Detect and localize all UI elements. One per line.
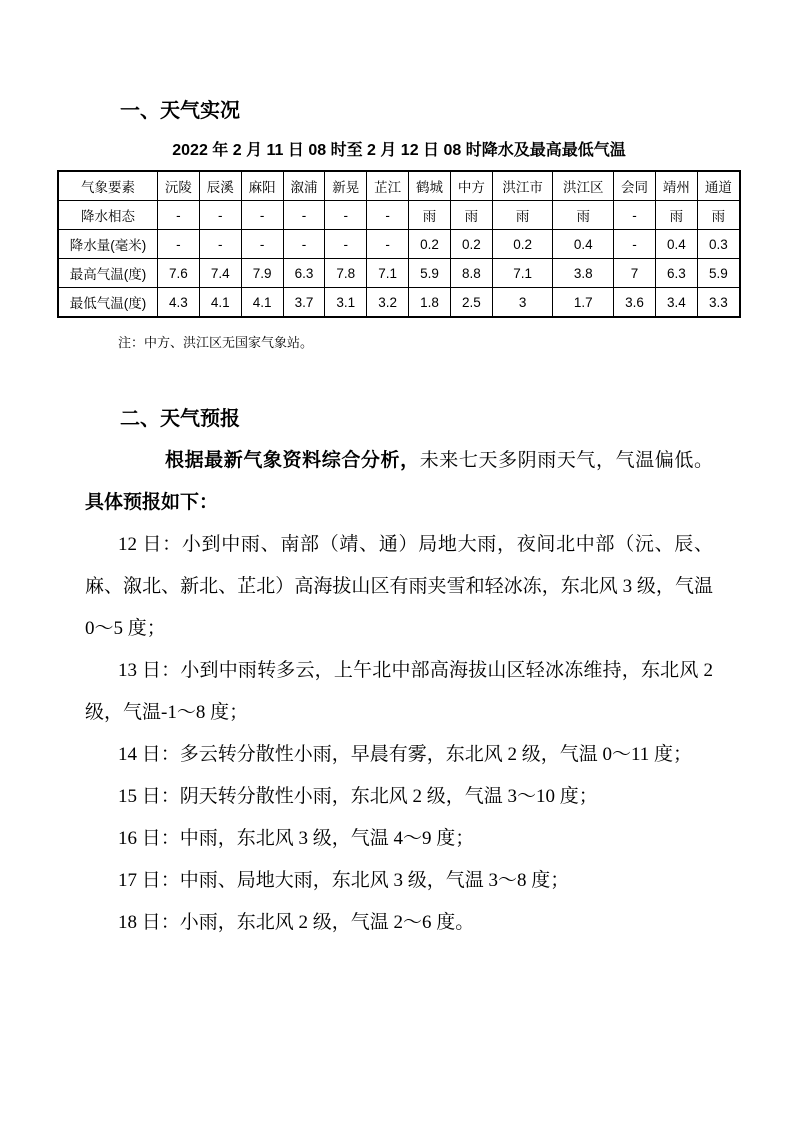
table-header-cell: 溆浦	[283, 171, 325, 201]
forecast-item: 13 日：小到中雨转多云，上午北中部高海拔山区轻冰冻维持，东北风 2 级，气温-1～8 度；	[85, 660, 713, 723]
table-cell: 0.2	[450, 230, 492, 259]
table-row	[58, 288, 740, 318]
table-cell: 3.2	[367, 288, 409, 318]
table-header-cell: 沅陵	[158, 171, 200, 201]
forecast-item: 12 日：小到中雨、南部（靖、通）局地大雨，夜间北中部（沅、辰、麻、溆北、新北、芷北）高海拔山区有雨夹雪和轻冰冻，东北风 3 级，气温 0～5 度；	[85, 534, 713, 639]
table-cell: -	[199, 201, 241, 230]
forecast-item: 18 日：小雨，东北风 2 级，气温 2～6 度。	[118, 912, 475, 933]
table-header-cell: 芷江	[367, 171, 409, 201]
row-label-cell: 最高气温(度)	[58, 259, 158, 288]
section2-heading: 二、天气预报	[120, 408, 240, 430]
table-cell: -	[158, 230, 200, 259]
intro-bold-tail: 具体预报如下：	[85, 492, 219, 513]
table-header-cell: 洪江市	[492, 171, 553, 201]
table-cell: -	[367, 230, 409, 259]
table-cell: 5.9	[409, 259, 451, 288]
table-cell: 0.3	[697, 230, 740, 259]
table-header-cell: 靖州	[655, 171, 697, 201]
forecast-item: 15 日：阴天转分散性小雨，东北风 2 级，气温 3～10 度；	[118, 786, 598, 807]
intro-bold-lead: 根据最新气象资料综合分析，	[165, 450, 420, 471]
table-cell: 雨	[492, 201, 553, 230]
table-cell: 7.1	[492, 259, 553, 288]
table-cell: 4.3	[158, 288, 200, 318]
table-header-cell: 鹤城	[409, 171, 451, 201]
table-cell: 3.1	[325, 288, 367, 318]
table-cell: 0.4	[655, 230, 697, 259]
table-cell: 0.4	[553, 230, 614, 259]
row-label-cell: 降水量(毫米)	[58, 230, 158, 259]
row-label-cell: 最低气温(度)	[58, 288, 158, 318]
table-cell: 3.3	[697, 288, 740, 318]
table-cell: 7.1	[367, 259, 409, 288]
weather-table	[57, 170, 741, 318]
table-cell: -	[199, 230, 241, 259]
table-cell: 4.1	[241, 288, 283, 318]
forecast-item: 16 日：中雨，东北风 3 级，气温 4～9 度；	[118, 828, 475, 849]
table-cell: 4.1	[199, 288, 241, 318]
table-cell: 7	[614, 259, 656, 288]
table-title: 2022 年 2 月 11 日 08 时至 2 月 12 日 08 时降水及最高最低气温	[172, 142, 626, 159]
table-cell: -	[325, 201, 367, 230]
intro-normal-text: 未来七天多阴雨天气，气温偏低。	[419, 450, 713, 471]
forecast-item: 14 日：多云转分散性小雨，早晨有雾，东北风 2 级，气温 0～11 度；	[118, 744, 693, 765]
table-cell: 0.2	[492, 230, 553, 259]
table-header-row	[58, 171, 740, 201]
table-cell: -	[283, 230, 325, 259]
table-header-cell: 洪江区	[553, 171, 614, 201]
table-cell: -	[367, 201, 409, 230]
table-cell: 7.8	[325, 259, 367, 288]
table-header-cell: 会同	[614, 171, 656, 201]
table-note: 注：中方、洪江区无国家气象站。	[118, 335, 314, 350]
table-cell: 雨	[697, 201, 740, 230]
table-cell: 0.2	[409, 230, 451, 259]
table-header-cell: 中方	[450, 171, 492, 201]
row-label-cell: 降水相态	[58, 201, 158, 230]
table-cell: 6.3	[283, 259, 325, 288]
table-header-cell: 通道	[697, 171, 740, 201]
table-cell: 7.6	[158, 259, 200, 288]
forecast-item: 17 日：中雨、局地大雨，东北风 3 级，气温 3～8 度；	[118, 870, 570, 891]
table-cell: -	[614, 201, 656, 230]
table-row	[58, 201, 740, 230]
table-cell: 雨	[655, 201, 697, 230]
table-cell: -	[325, 230, 367, 259]
section1-heading: 一、天气实况	[120, 100, 240, 122]
table-cell: -	[241, 201, 283, 230]
table-cell: 7.9	[241, 259, 283, 288]
table-row	[58, 230, 740, 259]
table-cell: 1.7	[553, 288, 614, 318]
table-header-cell: 新晃	[325, 171, 367, 201]
forecast-intro	[85, 440, 713, 524]
table-cell: -	[614, 230, 656, 259]
table-cell: 2.5	[450, 288, 492, 318]
table-cell: 3	[492, 288, 553, 318]
table-cell: 5.9	[697, 259, 740, 288]
table-cell: 8.8	[450, 259, 492, 288]
table-cell: 3.4	[655, 288, 697, 318]
table-cell: 1.8	[409, 288, 451, 318]
forecast-list	[57, 524, 741, 944]
table-cell: -	[283, 201, 325, 230]
table-header-cell: 麻阳	[241, 171, 283, 201]
table-cell: 3.7	[283, 288, 325, 318]
table-cell: 7.4	[199, 259, 241, 288]
table-cell: -	[158, 201, 200, 230]
table-cell: 6.3	[655, 259, 697, 288]
table-cell: 雨	[553, 201, 614, 230]
table-header-cell: 辰溪	[199, 171, 241, 201]
table-corner-cell: 气象要素	[58, 171, 158, 201]
table-cell: -	[241, 230, 283, 259]
table-cell: 3.8	[553, 259, 614, 288]
table-cell: 3.6	[614, 288, 656, 318]
table-row	[58, 259, 740, 288]
table-cell: 雨	[450, 201, 492, 230]
table-cell: 雨	[409, 201, 451, 230]
